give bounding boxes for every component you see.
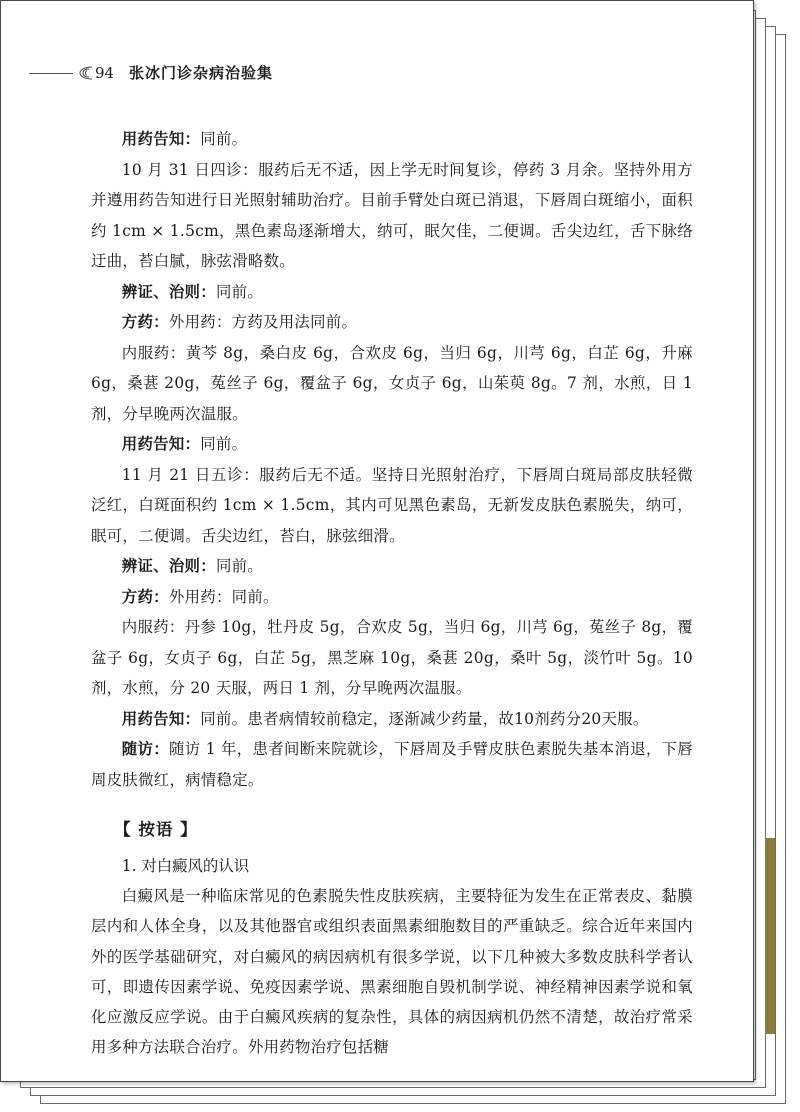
paragraph-text: 同前。 [215, 282, 264, 301]
paragraph [91, 429, 693, 460]
paragraph [91, 704, 693, 735]
paragraph-text: 外用药：方药及用法同前。 [168, 313, 358, 331]
page-body [91, 124, 693, 1063]
book-title: 张冰门诊杂病治验集 [129, 64, 274, 82]
page-number: 94 [95, 64, 115, 82]
paragraph-text: 外用药：同前。 [168, 587, 279, 606]
paragraph [91, 582, 693, 613]
paragraph-text: 10 月 31 日四诊：服药后无不适，因上学无时间复诊，停药 3 月余。坚持外用方并遵用药告知进行日光照射辅助治疗。目前手臂处白斑已消退，下唇周白斑缩小，面积约 1cm × 1.5cm，黑色素岛逐渐增大，纳可，眠欠佳，二便调。舌尖边红，舌下脉络迂曲，苔白腻，脉弦滑略数。 [91, 160, 693, 270]
paragraph-text: 11 月 21 日五诊：服药后无不适。坚持日光照射治疗，下唇周白斑局部皮肤轻微泛红，白斑面积约 1cm × 1.5cm，其内可见黑色素岛，无新发皮肤色素脱失，纳可，眠可，二便调。舌尖边红，苔白，脉弦细滑。 [91, 465, 693, 545]
commentary-paragraph: 白癜风是一种临床常见的色素脱失性皮肤疾病，主要特征为发生在正常表皮、黏膜层内和人体全身，以及其他器官或组织表面黑素细胞数目的严重缺乏。综合近年来国内外的医学基础研究，对白癜风的病因病机有很多学说，以下几种被大多数皮肤科学者认可，即遗传因素学说、免疫因素学说、黑素细胞自毁机制学说、神经精神因素学说和氧化应激反应学说。由于白癜风疾病的复杂性，具体的病因病机仍然不清楚，故治疗常采用多种方法联合治疗。外用药物治疗包括糖 [91, 887, 693, 1057]
paragraph [91, 307, 693, 338]
paragraph-label: 用药告知： [121, 130, 201, 148]
page-edge-tab [765, 838, 775, 1034]
paragraph [91, 338, 693, 430]
paragraph-label: 方药： [121, 587, 169, 606]
paragraph [91, 734, 693, 795]
paragraph [91, 124, 693, 155]
subheading: 1. 对白癜风的认识 [121, 857, 250, 875]
paragraph-label: 方药： [121, 313, 169, 331]
paragraph [91, 612, 693, 704]
running-header [29, 63, 429, 83]
paragraph-label: 辨证、治则： [121, 557, 216, 575]
paragraph [91, 460, 693, 552]
paragraph [91, 551, 693, 582]
paragraph-label: 随访： [121, 740, 169, 758]
paragraph [91, 277, 693, 308]
paragraph-label: 辨证、治则： [121, 282, 216, 301]
paragraph-text: 同前。患者病情较前稳定，逐渐减少药量，故10剂药分20天服。 [200, 709, 649, 728]
paragraph-text: 内服药：丹参 10g，牡丹皮 5g，合欢皮 5g，当归 6g，川芎 6g，菟丝子 8g，覆盆子 6g，女贞子 6g，白芷 5g，黑芝麻 10g，桑葚 20g，桑叶 5g，淡竹叶 5g。10 剂，水煎，分 20 天服，两日 1 剂，分早晚两次温服。 [91, 618, 693, 697]
paragraph-label: 用药告知： [121, 435, 201, 453]
paragraph-label: 用药告知： [121, 709, 201, 728]
paragraph [91, 155, 693, 277]
paragraph-text: 随访 1 年，患者间断来院就诊，下唇周及手臂皮肤色素脱失基本消退，下唇周皮肤微红，病情稳定。 [91, 740, 693, 789]
paragraph-text: 同前。 [200, 130, 248, 148]
section-heading: 【 按语 】 [114, 820, 198, 839]
paragraph-text: 同前。 [200, 435, 248, 453]
ornament-icon [74, 65, 94, 81]
header-rule [29, 73, 73, 74]
paragraph-text: 同前。 [215, 557, 264, 575]
paragraph-text: 内服药：黄芩 8g，桑白皮 6g，合欢皮 6g，当归 6g，川芎 6g，白芷 6g，升麻 6g，桑葚 20g，菟丝子 6g，覆盆子 6g，女贞子 6g，山茱萸 8g。7 剂，水煎，日 1 剂，分早晚两次温服。 [91, 343, 693, 423]
